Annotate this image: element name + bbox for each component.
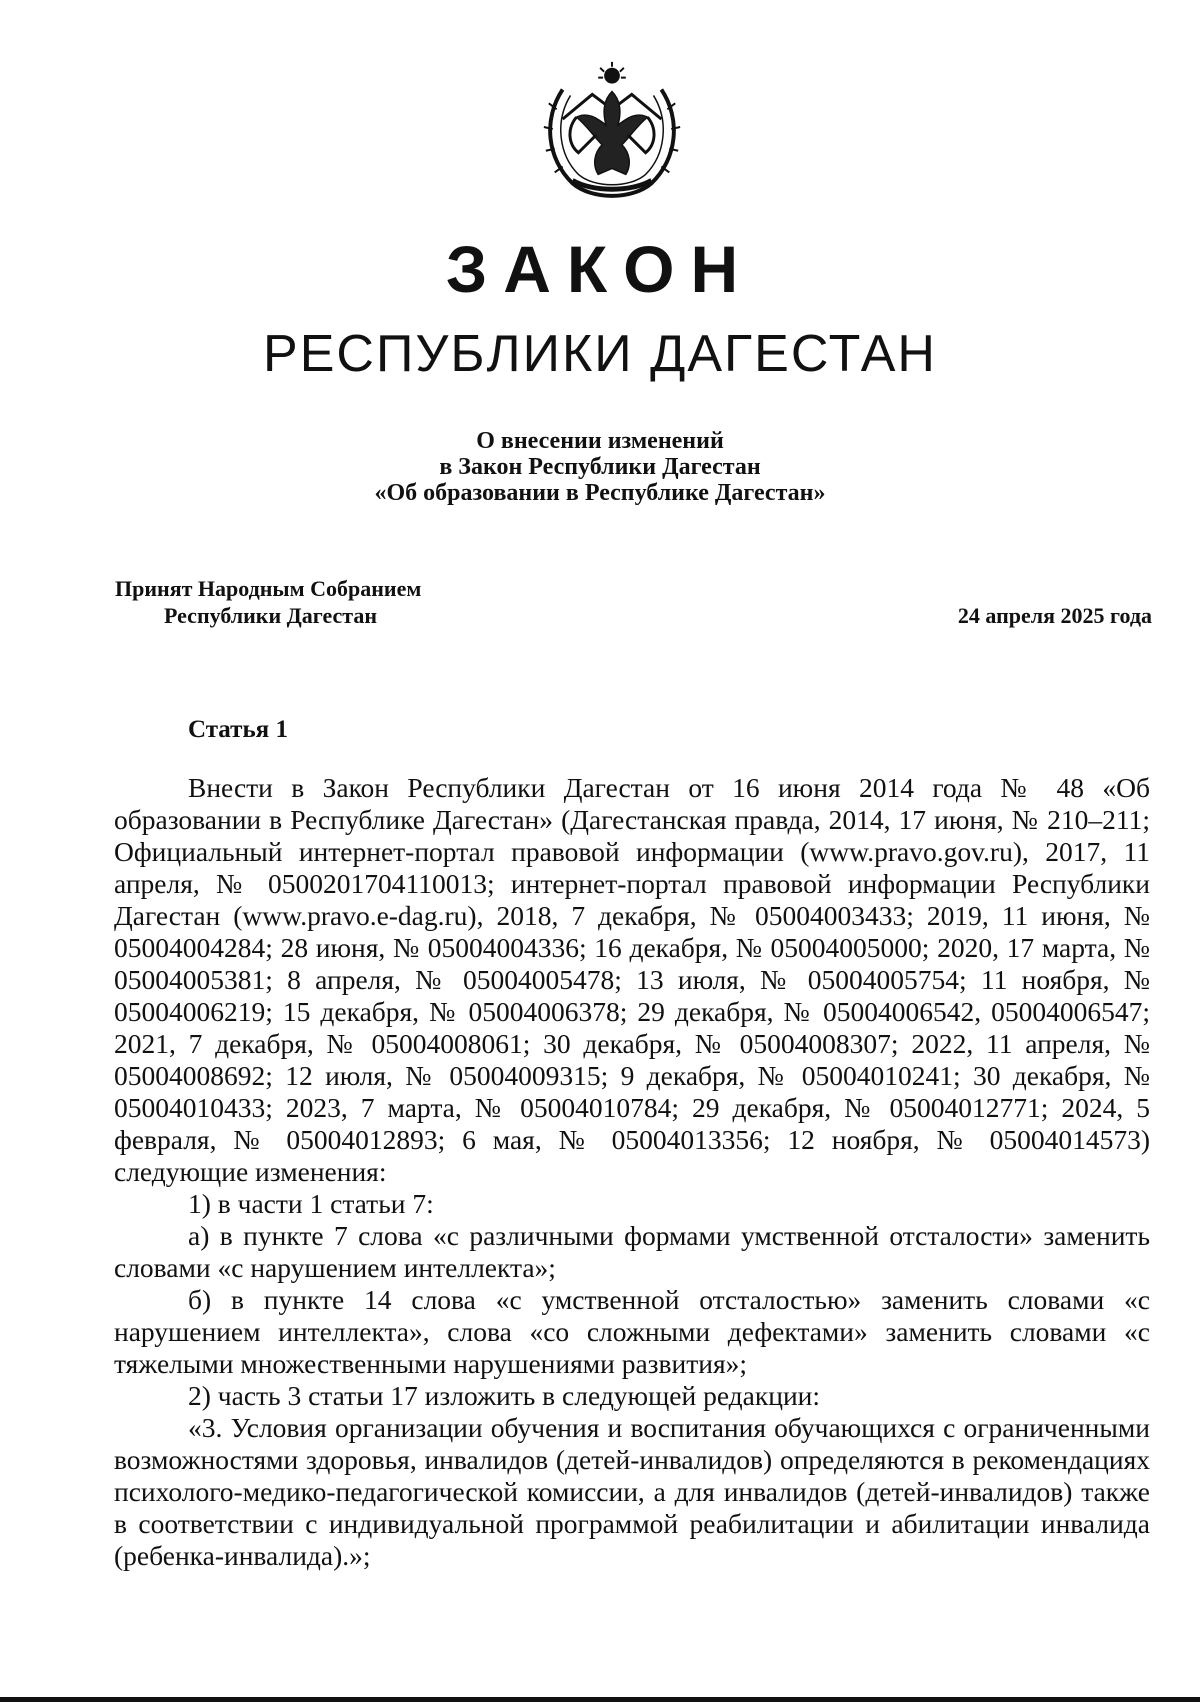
document-heading — [0, 428, 1200, 506]
heading-line: «Об образовании в Республике Дагестан» — [374, 480, 826, 506]
article-paragraph: Внести в Закон Республики Дагестан от 16 июня 2014 года № 48 «Об образовании в Республике Дагестан» (Дагестанская правда, 2014, 17 июня, № 210–211; Официальный интернет-портал правовой информации (www.pravo.gov.ru), 2017, 11 апреля, № 0500201704110013; интернет-портал правовой информации Республики Дагестан (www.pravo.e-dag.ru), 2018, 7 декабря, № 05004003433; 2019, 11 июня, № 05004004284; 28 июня, № 05004004336; 16 декабря, № 05004005000; 2020, 17 марта, № 05004005381; 8 апреля, № 05004005478; 13 июля, № 05004005754; 11 ноября, № 05004006219; 15 декабря, № 05004006378; 29 декабря, № 05004006542, 05004006547; 2021, 7 декабря, № 05004008061; 30 декабря, № 05004008307; 2022, 11 апреля, № 05004008692; 12 июля, № 05004009315; 9 декабря, № 05004010241; 30 декабря, № 05004010433; 2023, 7 марта, № 05004010784; 29 декабря, № 05004012771; 2024, 5 февраля, № 05004012893; 6 мая, № 05004013356; 12 ноября, № 05004014573) следующие изменения: — [114, 772, 1150, 1187]
article-paragraph: 1) в части 1 статьи 7: — [188, 1188, 434, 1219]
article-title: Статья 1 — [188, 716, 288, 743]
dagestan-coat-of-arms-emblem — [533, 50, 691, 208]
article-paragraph: б) в пункте 14 слова «с умственной отсталостью» заменить словами «с нарушением интеллекта», слова «со сложными дефектами» заменить словами «с тяжелыми множественными нарушениями развития»; — [114, 1284, 1150, 1379]
adoption-block — [115, 575, 421, 629]
article-paragraph: 2) часть 3 статьи 17 изложить в следующей редакции: — [188, 1380, 821, 1411]
adoption-date: 24 апреля 2025 года — [957, 603, 1152, 628]
article-paragraph: «3. Условия организации обучения и воспитания обучающихся с ограниченными возможностями здоровья, инвалидов (детей-инвалидов) определяются в рекомендациях психолого-медико-педагогической комиссии, а для инвалидов (детей-инвалидов) также в соответствии с индивидуальной программой реабилитации и абилитации инвалида (ребенка-инвалида).»; — [114, 1412, 1150, 1571]
heading-line: в Закон Республики Дагестан — [439, 454, 761, 480]
article-body — [114, 772, 1150, 1572]
article-paragraph: а) в пункте 7 слова «с различными формами умственной отсталости» заменить словами «с нарушением интеллекта»; — [114, 1220, 1150, 1283]
adoption-line: Принят Народным Собранием — [115, 576, 422, 601]
heading-line: О внесении изменений — [476, 428, 724, 454]
law-subtitle: РЕСПУБЛИКИ ДАГЕСТАН — [263, 325, 937, 383]
page-edge-divider — [0, 1697, 1200, 1702]
law-title: ЗАКОН — [445, 232, 755, 306]
adoption-line: Республики Дагестан — [164, 603, 378, 628]
